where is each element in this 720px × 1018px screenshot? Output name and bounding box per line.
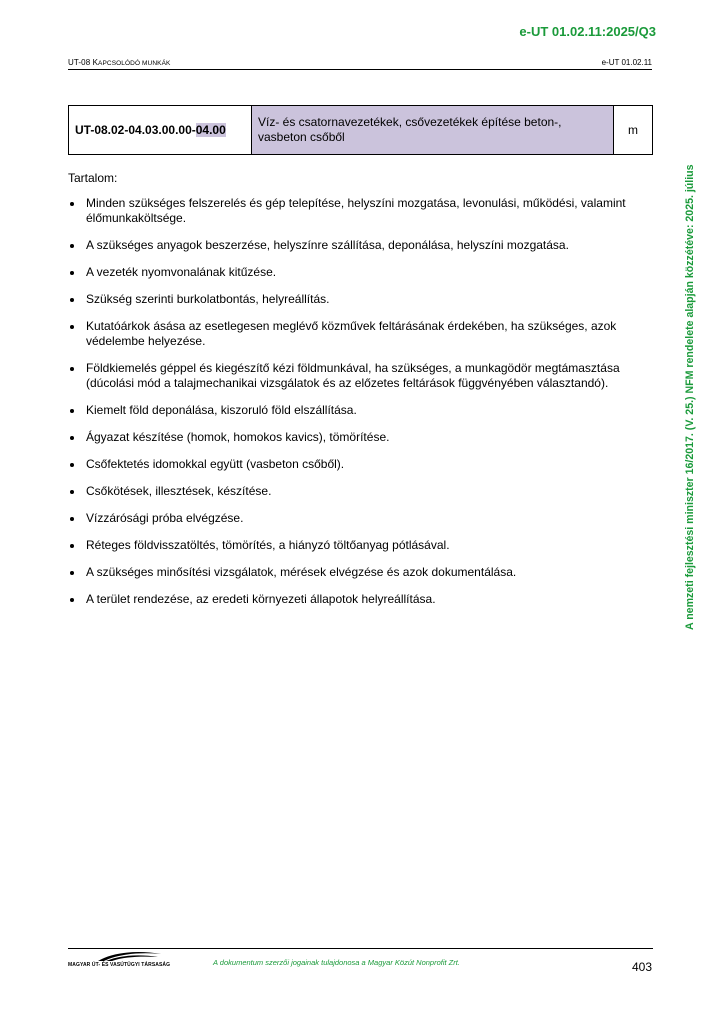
society-logo [68,950,171,972]
item-code-highlight: 04.00 [195,123,226,137]
page-number: 403 [631,960,652,974]
logo-text: MAGYAR ÚT- ÉS VASÚTÜGYI TÁRSASÁG [68,962,171,968]
header-doc-ref: e-UT 01.02.11 [601,58,652,67]
list-item: Csőfektetés idomokkal együtt (vasbeton csőből). [68,457,648,472]
section-title-rest: APCSOLÓDÓ MUNKÁK [98,60,171,67]
list-item: Réteges földvisszatöltés, tömörítés, a hiányzó töltőanyag pótlásával. [68,538,648,553]
item-code-main: UT-08.02-04.03.00.00- [75,123,196,137]
list-item: A szükséges minősítési vizsgálatok, mérések elvégzése és azok dokumentálása. [68,565,648,580]
content-label: Tartalom: [68,171,118,185]
list-item: Minden szükséges felszerelés és gép telepítése, helyszíni mozgatása, levonulási, működési, valamint élőmunkaköltsége. [68,196,648,226]
item-table [68,105,653,155]
list-item: A vezeték nyomvonalának kitűzése. [68,265,648,280]
list-item: Kutatóárkok ásása az esetlegesen meglévő közművek feltárásának érdekében, ha szükséges, azok védelembe helyezése. [68,319,648,349]
road-swoosh-icon [68,950,163,962]
footer-divider [68,948,653,949]
list-item: Kiemelt föld deponálása, kiszoruló föld elszállítása. [68,403,648,418]
section-title-prefix: UT-08 K [68,58,99,67]
list-item: Szükség szerinti burkolatbontás, helyreállítás. [68,292,648,307]
item-unit: m [614,106,653,155]
item-description: Víz- és csatornavezetékek, csővezetékek építése beton-, vasbeton csőből [252,106,614,155]
list-item: A szükséges anyagok beszerzése, helyszínre szállítása, deponálása, helyszíni mozgatása. [68,238,648,253]
copyright-notice: A dokumentum szerzői jogainak tulajdonosa a Magyar Közút Nonprofit Zrt. [213,958,460,967]
side-note-text: A nemzeti fejlesztési miniszter 16/2017. (V. 25.) NFM rendelete alapján közzétéve: 2025. július [684,164,696,630]
list-item: A terület rendezése, az eredeti környezeti állapotok helyreállítása. [68,592,648,607]
running-header [68,58,652,70]
list-item: Vízzárósági próba elvégzése. [68,511,648,526]
content-list [68,196,648,619]
item-code [69,106,252,155]
section-title [68,58,170,67]
side-note [684,95,700,630]
list-item: Ágyazat készítése (homok, homokos kavics), tömörítése. [68,430,648,445]
item-row [69,106,653,155]
document-code: e-UT 01.02.11:2025/Q3 [519,24,656,39]
list-item: Földkiemelés géppel és kiegészítő kézi földmunkával, ha szükséges, a munkagödör megtámasztása (dúcolási mód a talajmechanikai vizsgálatok és az előzetes feltárások függvényében választandó). [68,361,648,391]
list-item: Csőkötések, illesztések, készítése. [68,484,648,499]
